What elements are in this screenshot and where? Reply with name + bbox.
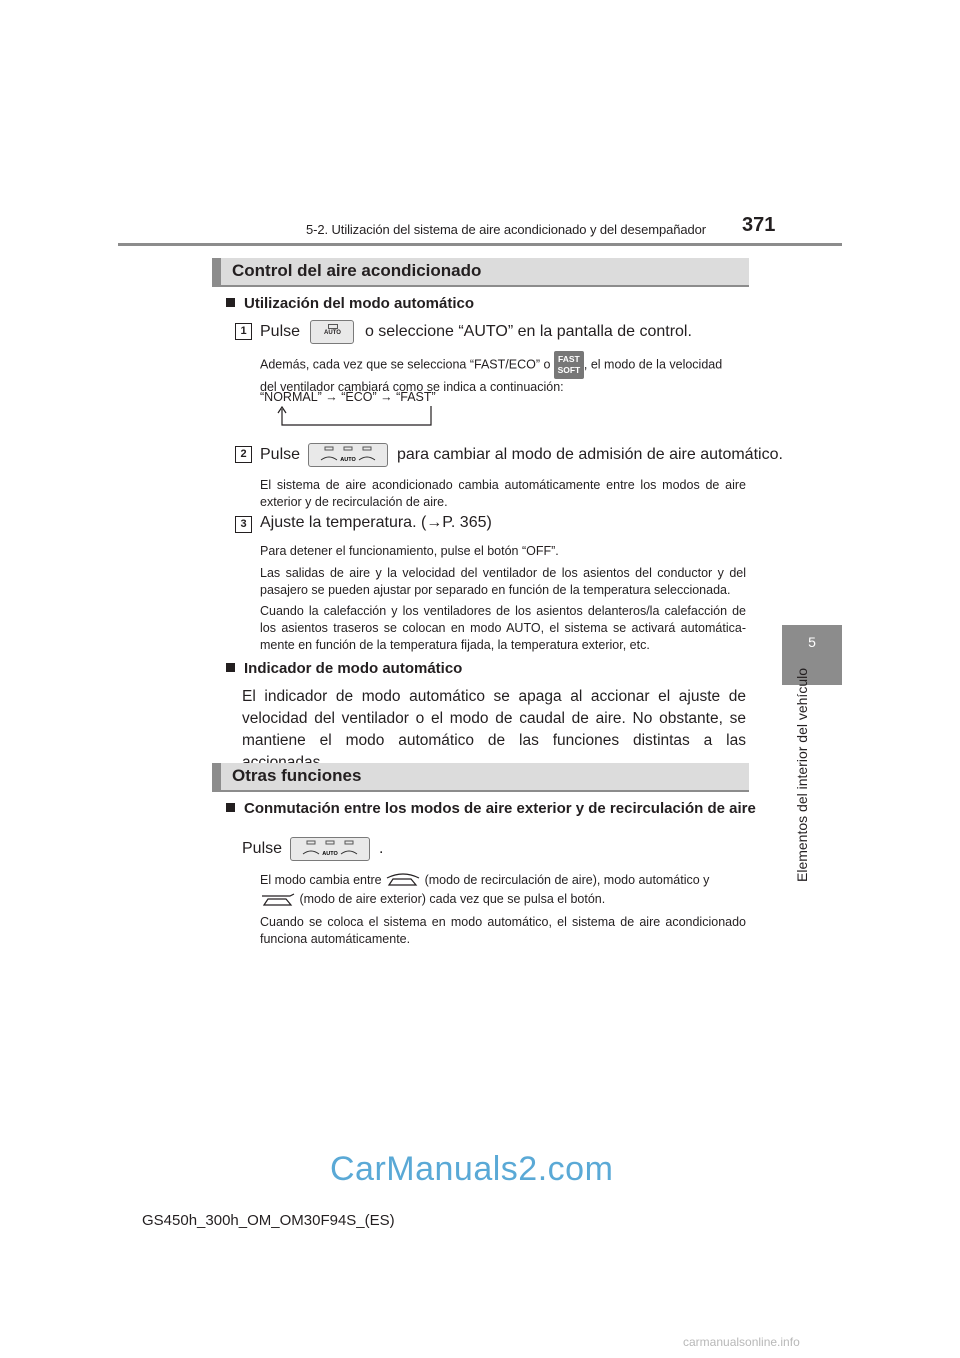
step-2-text: [260, 443, 783, 467]
step-1-note-line2: del ventilador cambiará como se indica a continuación:: [260, 380, 564, 394]
footer-code: GS450h_300h_OM_OM30F94S_(ES): [142, 1212, 395, 1229]
switching-pre: Pulse: [242, 840, 283, 858]
switching-step: [242, 837, 383, 861]
air-intake-auto-text: AUTO: [340, 457, 357, 463]
step-number-2: 2: [235, 446, 252, 463]
air-intake-button-icon: [308, 443, 388, 467]
air-intake-button-graphic: [291, 838, 369, 860]
step-2-pre: Pulse: [260, 446, 301, 464]
air-intake-button-icon: [290, 837, 370, 861]
footer-site: carmanualsonline.info: [683, 1335, 800, 1349]
step-3-text: Ajuste la temperatura. (→P. 365): [260, 514, 492, 531]
auto-mode-heading: [226, 295, 474, 312]
indicator-text: El indicador de modo automático se apaga al accionar el ajuste de velocidad del ventilador o el modo de caudal de aire. No obstante, se mantiene el modo automático de las funciones distintas a las: [242, 688, 746, 749]
switching-note-1a: El modo cambia entre: [260, 873, 382, 887]
switching-heading-text: Conmutación entre los modos de aire exterior y de recirculación de aire: [244, 800, 756, 817]
watermark-logo: CarManuals2.com: [330, 1150, 614, 1188]
indicator-heading: [226, 660, 462, 677]
auto-mode-heading-text: Utilización del modo automático: [244, 295, 475, 312]
section-bar-control: [212, 258, 749, 287]
step-3-note-2: Las salidas de aire y la velocidad del ventilador de los asientos del conductor y del pasajero se pueden ajustar por separado en función de la temperatura seleccionada.: [260, 566, 746, 597]
switching-note-1c: (modo de aire exterior) cada vez que se pulsa el botón.: [299, 892, 606, 906]
header-rule: [118, 243, 842, 246]
outside-air-car-icon: [260, 892, 296, 908]
square-bullet-icon: [226, 298, 235, 307]
auto-button-icon: [310, 320, 354, 344]
indicator-heading-text: Indicador de modo automático: [244, 660, 463, 677]
fan-sequence: “NORMAL” → “ECO” → “FAST”: [260, 390, 436, 404]
switching-note-2: Cuando se coloca el sistema en modo automático, el sistema de aire acondicionado funciona automáticamente.: [260, 915, 746, 946]
chapter-tab-label: Elementos del interior del vehículo: [794, 667, 810, 882]
step-3-note-3: Cuando la calefacción y los ventiladores de los asientos delanteros/la calefacción de los asientos traseros se colocan en modo AUTO, el sistema se activará automática-mente en función de la temperatura fijada, la temperatura exterior, etc.: [260, 604, 746, 652]
step-1-text: [260, 320, 692, 344]
step-number-1: 1: [235, 323, 252, 340]
switching-heading: [226, 800, 756, 817]
step-2-note: El sistema de aire acondicionado cambia automáticamente entre los modos de aire exterior y de recirculación de aire.: [260, 478, 746, 509]
air-intake-auto-text: AUTO: [322, 851, 339, 857]
section-bar-other: [212, 763, 749, 792]
sequence-loop-arrow-icon: [272, 405, 437, 430]
fast-soft-icon: [554, 351, 584, 379]
page-number: 371: [742, 214, 776, 236]
chapter-tab-number: 5: [808, 634, 816, 650]
step-number-3: 3: [235, 516, 252, 533]
step-1-pre: Pulse: [260, 323, 301, 341]
switching-note-1: [260, 871, 746, 909]
header-section-title: 5-2. Utilización del sistema de aire acondicionado y del desempañador: [306, 222, 706, 237]
recirculation-car-icon: [385, 873, 421, 889]
section-title-other: Otras funciones: [232, 766, 362, 785]
section-title: Control del aire acondicionado: [232, 261, 482, 280]
fast-icon-line1: FAST: [558, 354, 580, 364]
auto-led-icon: [328, 324, 338, 329]
switching-post: .: [378, 840, 384, 858]
auto-button-label: AUTO: [324, 330, 341, 336]
step-3-note-1: Para detener el funcionamiento, pulse el botón “OFF”.: [260, 544, 559, 558]
fast-icon-line2: SOFT: [557, 365, 581, 375]
step-1-note-post: , el modo de la velocidad: [583, 357, 723, 372]
step-2-post: para cambiar al modo de admisión de aire automático.: [396, 446, 783, 464]
square-bullet-icon: [226, 663, 235, 672]
air-intake-button-graphic: [309, 444, 387, 466]
step-1-note-pre: Además, cada vez que se selecciona “FAST/ECO” o: [260, 357, 551, 372]
switching-note-1b: (modo de recirculación de aire), modo automático y: [424, 873, 710, 887]
square-bullet-icon: [226, 803, 235, 812]
step-1-post: o seleccione “AUTO” en la pantalla de control.: [364, 323, 692, 341]
